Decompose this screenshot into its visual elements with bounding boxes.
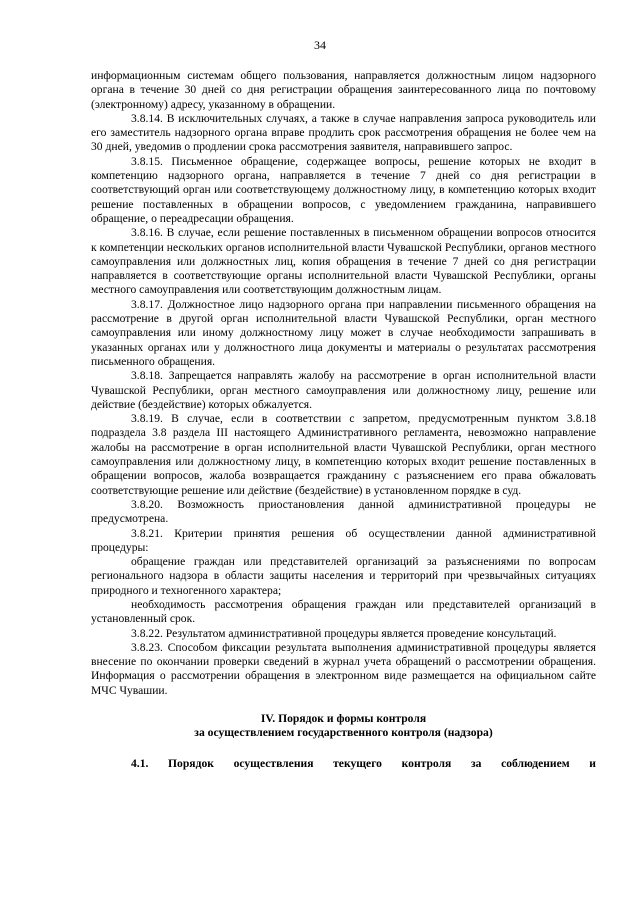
paragraph: 3.8.16. В случае, если решение поставленных в письменном обращении вопросов относится к компетенции нескольких органов исполнительной власти Чувашской Республики, органов местного самоуправления или должностных лиц, копия обращения в течение 7 дней со дня регистрации направляется в соответствующие органы исполнительной власти Чувашской Республики, органы местного самоуправления или соответствующим должностным лицам. <box>91 226 596 297</box>
paragraph: 3.8.21. Критерии принятия решения об осуществлении данной административной процедуры: <box>91 526 596 554</box>
paragraph: 3.8.22. Результатом административной процедуры является проведение консультаций. <box>131 626 557 640</box>
paragraph: 3.8.19. В случае, если в соответствии с запретом, предусмотренным пунктом 3.8.18 подраздела 3.8 раздела III настоящего Административного регламента, невозможно направление жалобы на рассмотрение в орган исполнительной власти Чувашской Республики, орган местного самоуправления или должностному лицу, в компетенцию которых входит решение поставленных в обращении вопросов, жалоба возвращается гражданину с разъяснением его права обжаловать соответствующие решение или действие (бездействие) в установленном порядке в суд. <box>91 412 596 497</box>
paragraph: 3.8.18. Запрещается направлять жалобу на рассмотрение в орган исполнительной власти Чувашской Республики, орган местного самоуправления или должностному лицу, решение или действие (бездействие) которых обжалуется. <box>91 369 596 411</box>
document-body <box>91 69 596 771</box>
section-title: IV. Порядок и формы контроля <box>260 712 427 726</box>
section-subtitle: за осуществлением государственного контроля (надзора) <box>194 726 493 740</box>
paragraph: 3.8.15. Письменное обращение, содержащее вопросы, решение которых не входит в компетенцию надзорного органа, направляется в течение 7 дней со дня регистрации в соответствующий орган или соответствующему должностному лицу, в компетенцию которых входит решение поставленных в обращении вопросов, с уведомлением гражданина, направившего обращение, о переадресации обращения. <box>91 154 596 225</box>
paragraph: 3.8.20. Возможность приостановления данной административной процедуры не предусмотрена. <box>91 497 596 526</box>
paragraph: 3.8.14. В исключительных случаях, а также в случае направления запроса руководитель или его заместитель надзорного органа вправе продлить срок рассмотрения обращения не более чем на 30 дней, уведомив о продлении срока рассмотрения заявителя, направившего запрос. <box>91 111 596 154</box>
page-number: 34 <box>314 38 326 52</box>
paragraph: 3.8.17. Должностное лицо надзорного органа при направлении письменного обращения на рассмотрение в другой орган исполнительной власти Чувашской Республики, орган местного самоуправления или иному должностному лицу может в случае необходимости запрашивать в указанных органах или у должностного лица документы и материалы о результатах рассмотрения письменного обращения. <box>91 297 596 368</box>
paragraph: обращение граждан или представителей организаций за разъяснениями по вопросам регионального надзора в области защиты населения и территорий при чрезвычайных ситуациях природного и техногенного характера; <box>91 555 596 597</box>
paragraph: 3.8.23. Способом фиксации результата выполнения административной процедуры является внесение по окончании проверки сведений в журнал учета обращений о рассмотрении обращения. Информация о рассмотрении обращения в электронном виде размещается на официальном сайте МЧС Чувашии. <box>91 640 596 697</box>
paragraph: необходимость рассмотрения обращения граждан или представителей организаций в установленный срок. <box>91 597 596 626</box>
subsection-heading: 4.1. Порядок осуществления текущего контроля за соблюдением и <box>131 756 596 770</box>
paragraph: информационным системам общего пользования, направляется должностным лицом надзорного органа в течение 30 дней со дня регистрации обращения заинтересованного лица по почтовому (электронному) адресу, указанному в обращении. <box>91 69 596 111</box>
